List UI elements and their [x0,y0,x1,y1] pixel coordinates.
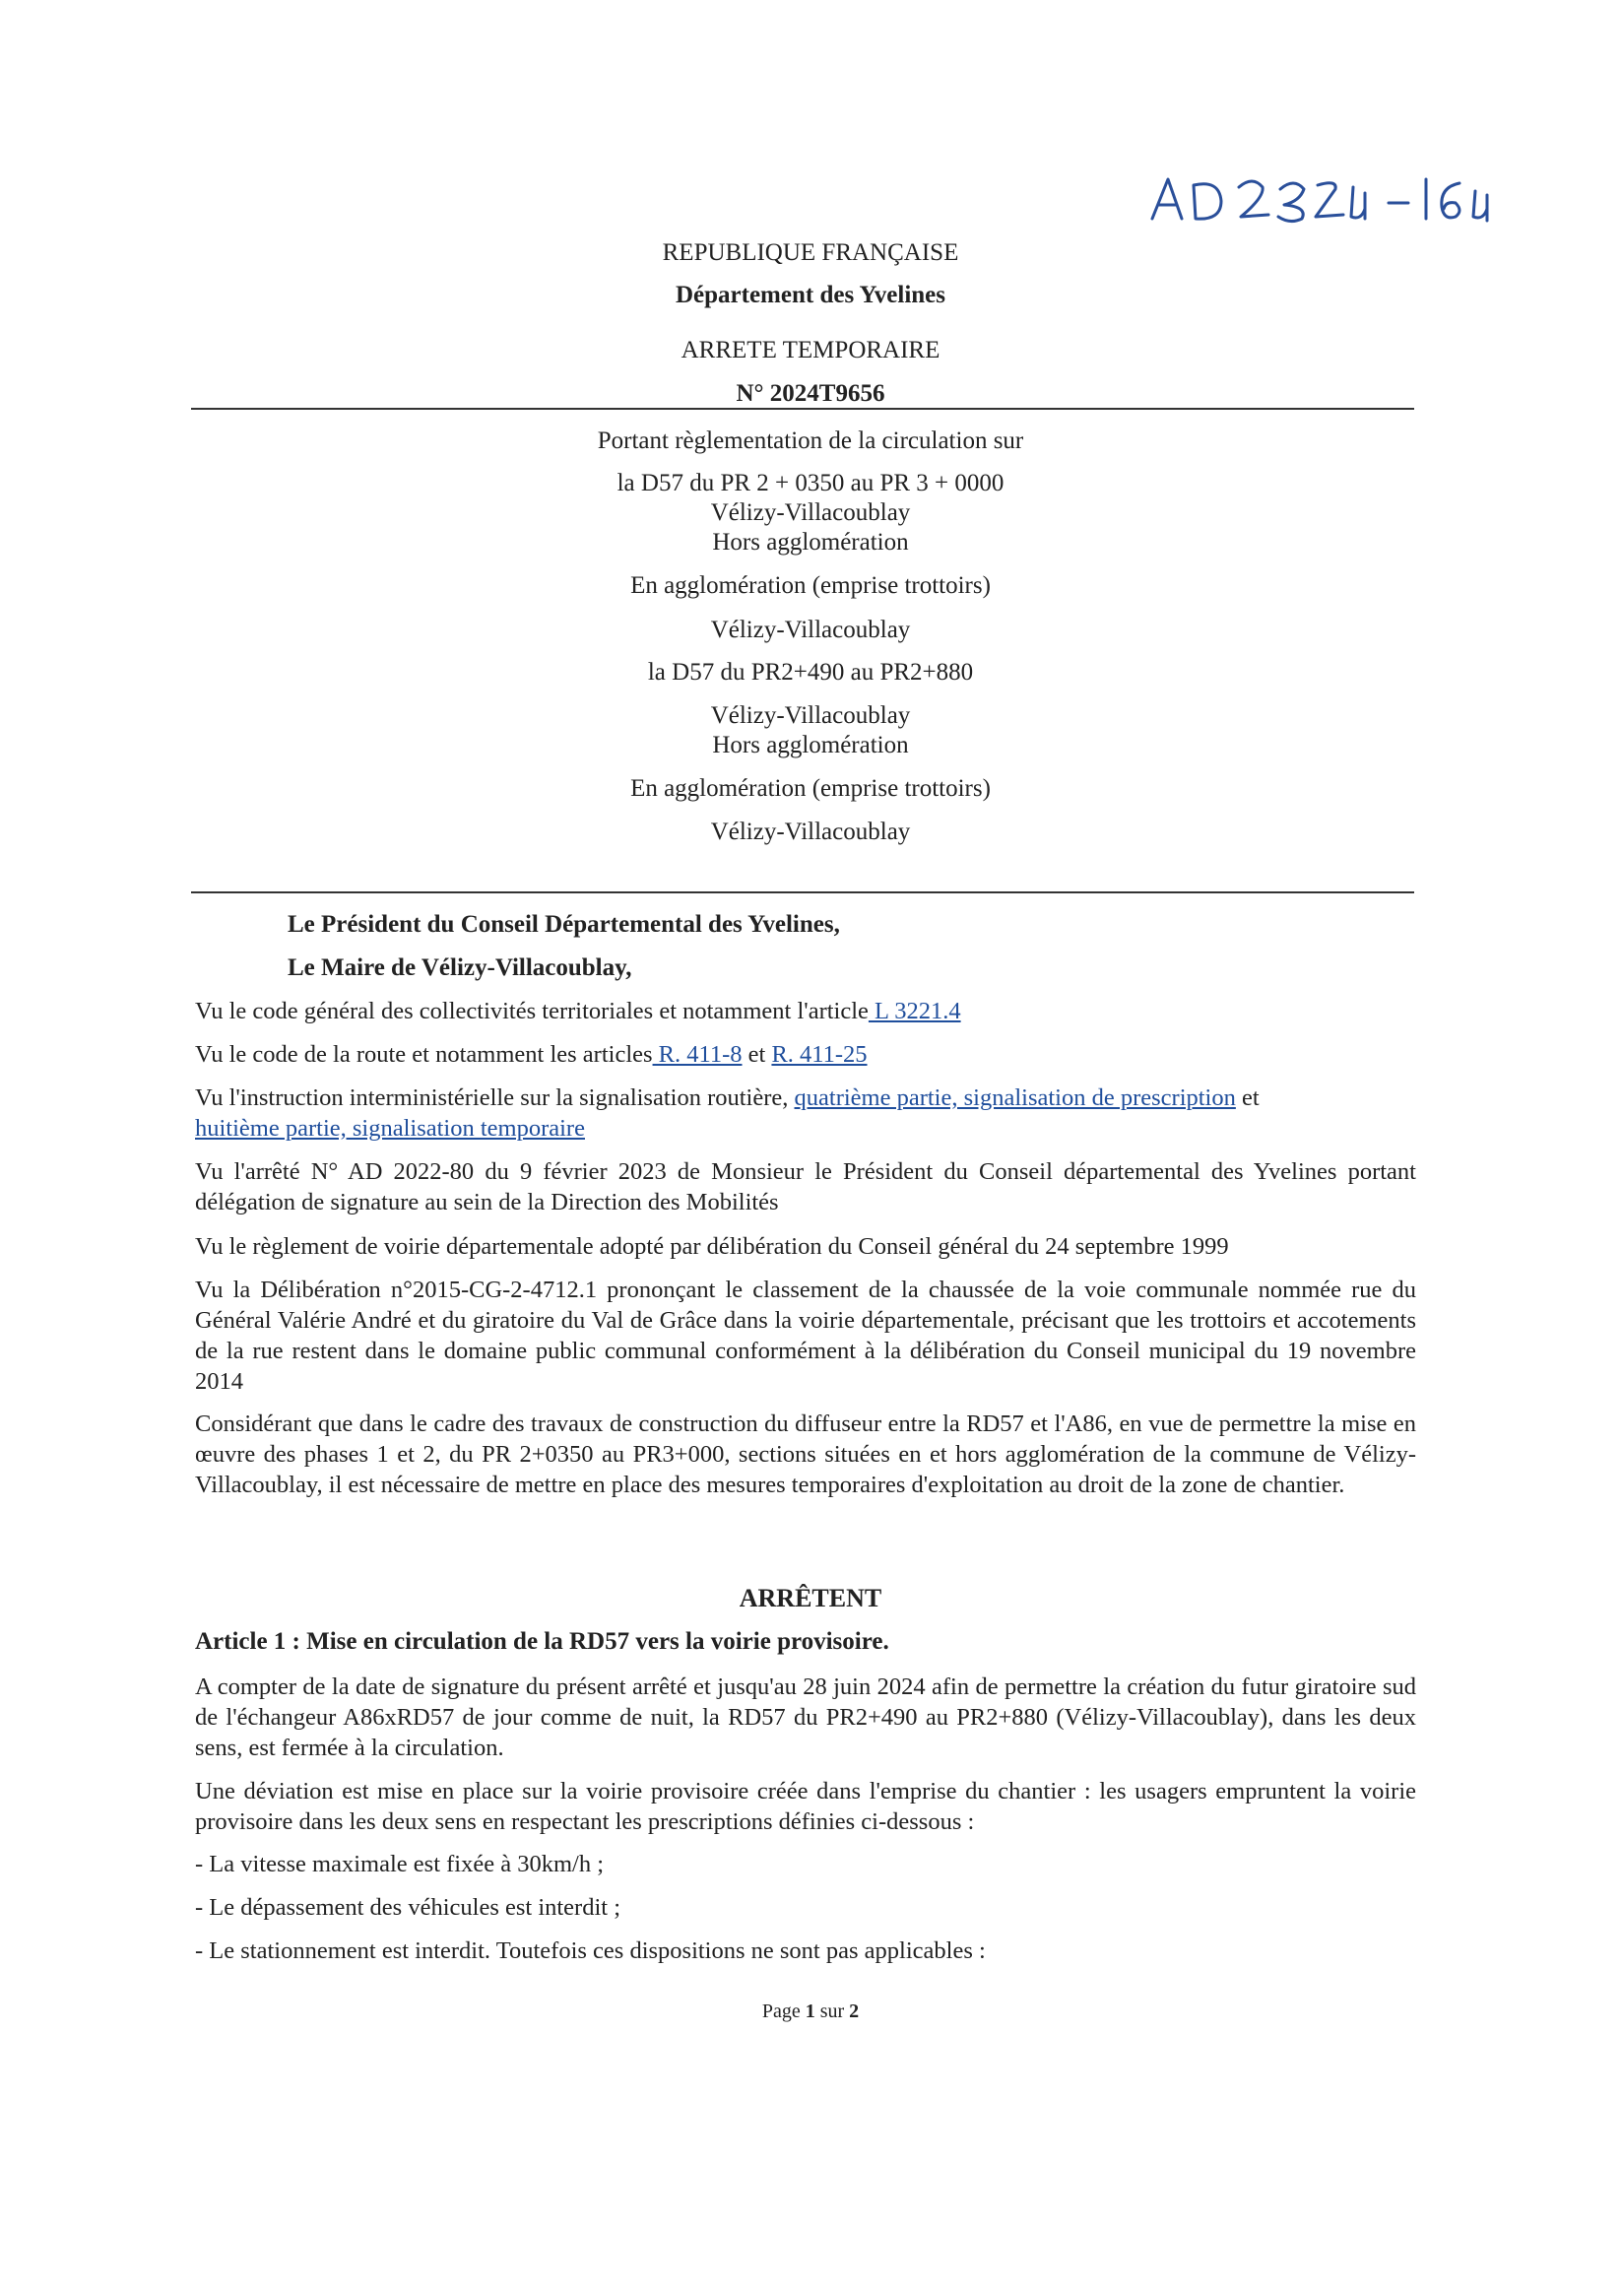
link-article-r411-25[interactable]: R. 411-25 [771,1041,868,1068]
header-divider [191,408,1414,410]
prescription-parking: - Le stationnement est interdit. Toutefois ces dispositions ne sont pas applicables : [195,1937,986,1964]
subject-line: Portant règlementation de la circulation sur [597,427,1024,454]
prescription-speed: - La vitesse maximale est fixée à 30km/h ; [195,1851,605,1877]
visa-arrete-delegation: Vu l'arrêté N° AD 2022-80 du 9 février 2023 de Monsieur le Président du Conseil départemental des Yvelines portant délégation de signature au sein de la Direction des Mobilités [195,1158,1416,1215]
decree-type: ARRETE TEMPORAIRE [681,337,940,363]
stamp-text: AD 2024-164 [1142,158,1149,159]
visa-reglement-voirie: Vu le règlement de voirie départementale adopté par délibération du Conseil général du 24 septembre 1999 [195,1233,1229,1260]
subject-line: Vélizy-Villacoublay [710,819,911,845]
subject-divider [191,891,1414,893]
visa-deliberation: Vu la Délibération n°2015-CG-2-4712.1 prononçant le classement de la chaussée de la voie communale nommée rue du Général Valérie André et du giratoire du Val de Grâce dans la voirie départementale, précisant que les trottoirs et accotements de la rue restent dans le domaine public communal conformément à la délibération du Conseil municipal du 19 novembre 2014 [195,1277,1416,1395]
subject-line: Vélizy-Villacoublay [710,499,911,526]
article-1-title: Article 1 : Mise en circulation de la RD57 vers la voirie provisoire. [195,1628,889,1655]
link-signalisation-temporaire[interactable]: huitième partie, signalisation temporaire [195,1115,585,1142]
link-article-r411-8[interactable]: R. 411-8 [652,1041,743,1068]
prescription-overtaking: - Le dépassement des véhicules est interdit ; [195,1894,621,1921]
decision-heading: ARRÊTENT [739,1584,882,1612]
article-1-paragraph-2: Une déviation est mise en place sur la voirie provisoire créée dans l'emprise du chantier : les usagers empruntent la voirie provisoire dans les deux sens en respectant les prescriptions définies ci-dessous : [195,1778,1416,1835]
decree-number: N° 2024T9656 [736,380,885,407]
link-article-l3221-4[interactable]: L 3221.4 [868,998,961,1024]
visa-code-route: Vu le code de la route et notamment les articles R. 411-8 et R. 411-25 [195,1041,868,1068]
subject-line: la D57 du PR2+490 au PR2+880 [647,659,974,686]
visa-cgct: Vu le code général des collectivités territoriales et notamment l'article L 3221.4 [195,998,961,1024]
republic-heading: REPUBLIQUE FRANÇAISE [662,239,959,266]
authority-president: Le Président du Conseil Départemental des Yvelines, [288,911,840,938]
page-number: Page 1 sur 2 [761,2001,860,2022]
subject-line: Vélizy-Villacoublay [710,617,911,643]
considering-paragraph: Considérant que dans le cadre des travaux de construction du diffuseur entre la RD57 et l'A86, en vue de permettre la mise en œuvre des phases 1 et 2, du PR 2+0350 au PR3+000, sections situées en et hors agglomération de la commune de Vélizy-Villacoublay, il est nécessaire de mettre en place des mesures temporaires d'exploitation au droit de la zone de chantier. [195,1410,1416,1498]
subject-line: la D57 du PR 2 + 0350 au PR 3 + 0000 [616,470,1005,496]
subject-line: Hors agglomération [712,529,909,556]
visa-instruction: Vu l'instruction interministérielle sur la signalisation routière, quatrième partie, signalisation de prescription et huitième partie, signalisation temporaire [195,1084,1260,1142]
subject-line: En agglomération (emprise trottoirs) [630,572,991,599]
handwritten-reference [1142,158,1517,246]
department-heading: Département des Yvelines [675,282,946,308]
link-signalisation-prescription[interactable]: quatrième partie, signalisation de prescription [794,1084,1236,1111]
subject-line: Vélizy-Villacoublay [710,702,911,729]
subject-line: Hors agglomération [712,732,909,758]
article-1-paragraph-1: A compter de la date de signature du présent arrêté et jusqu'au 28 juin 2024 afin de permettre la création du futur giratoire sud de l'échangeur A86xRD57 de jour comme de nuit, la RD57 du PR2+490 au PR2+880 (Vélizy-Villacoublay), dans les deux sens, est fermée à la circulation. [195,1673,1416,1761]
subject-line: En agglomération (emprise trottoirs) [630,775,991,802]
authority-mayor: Le Maire de Vélizy-Villacoublay, [288,954,632,981]
